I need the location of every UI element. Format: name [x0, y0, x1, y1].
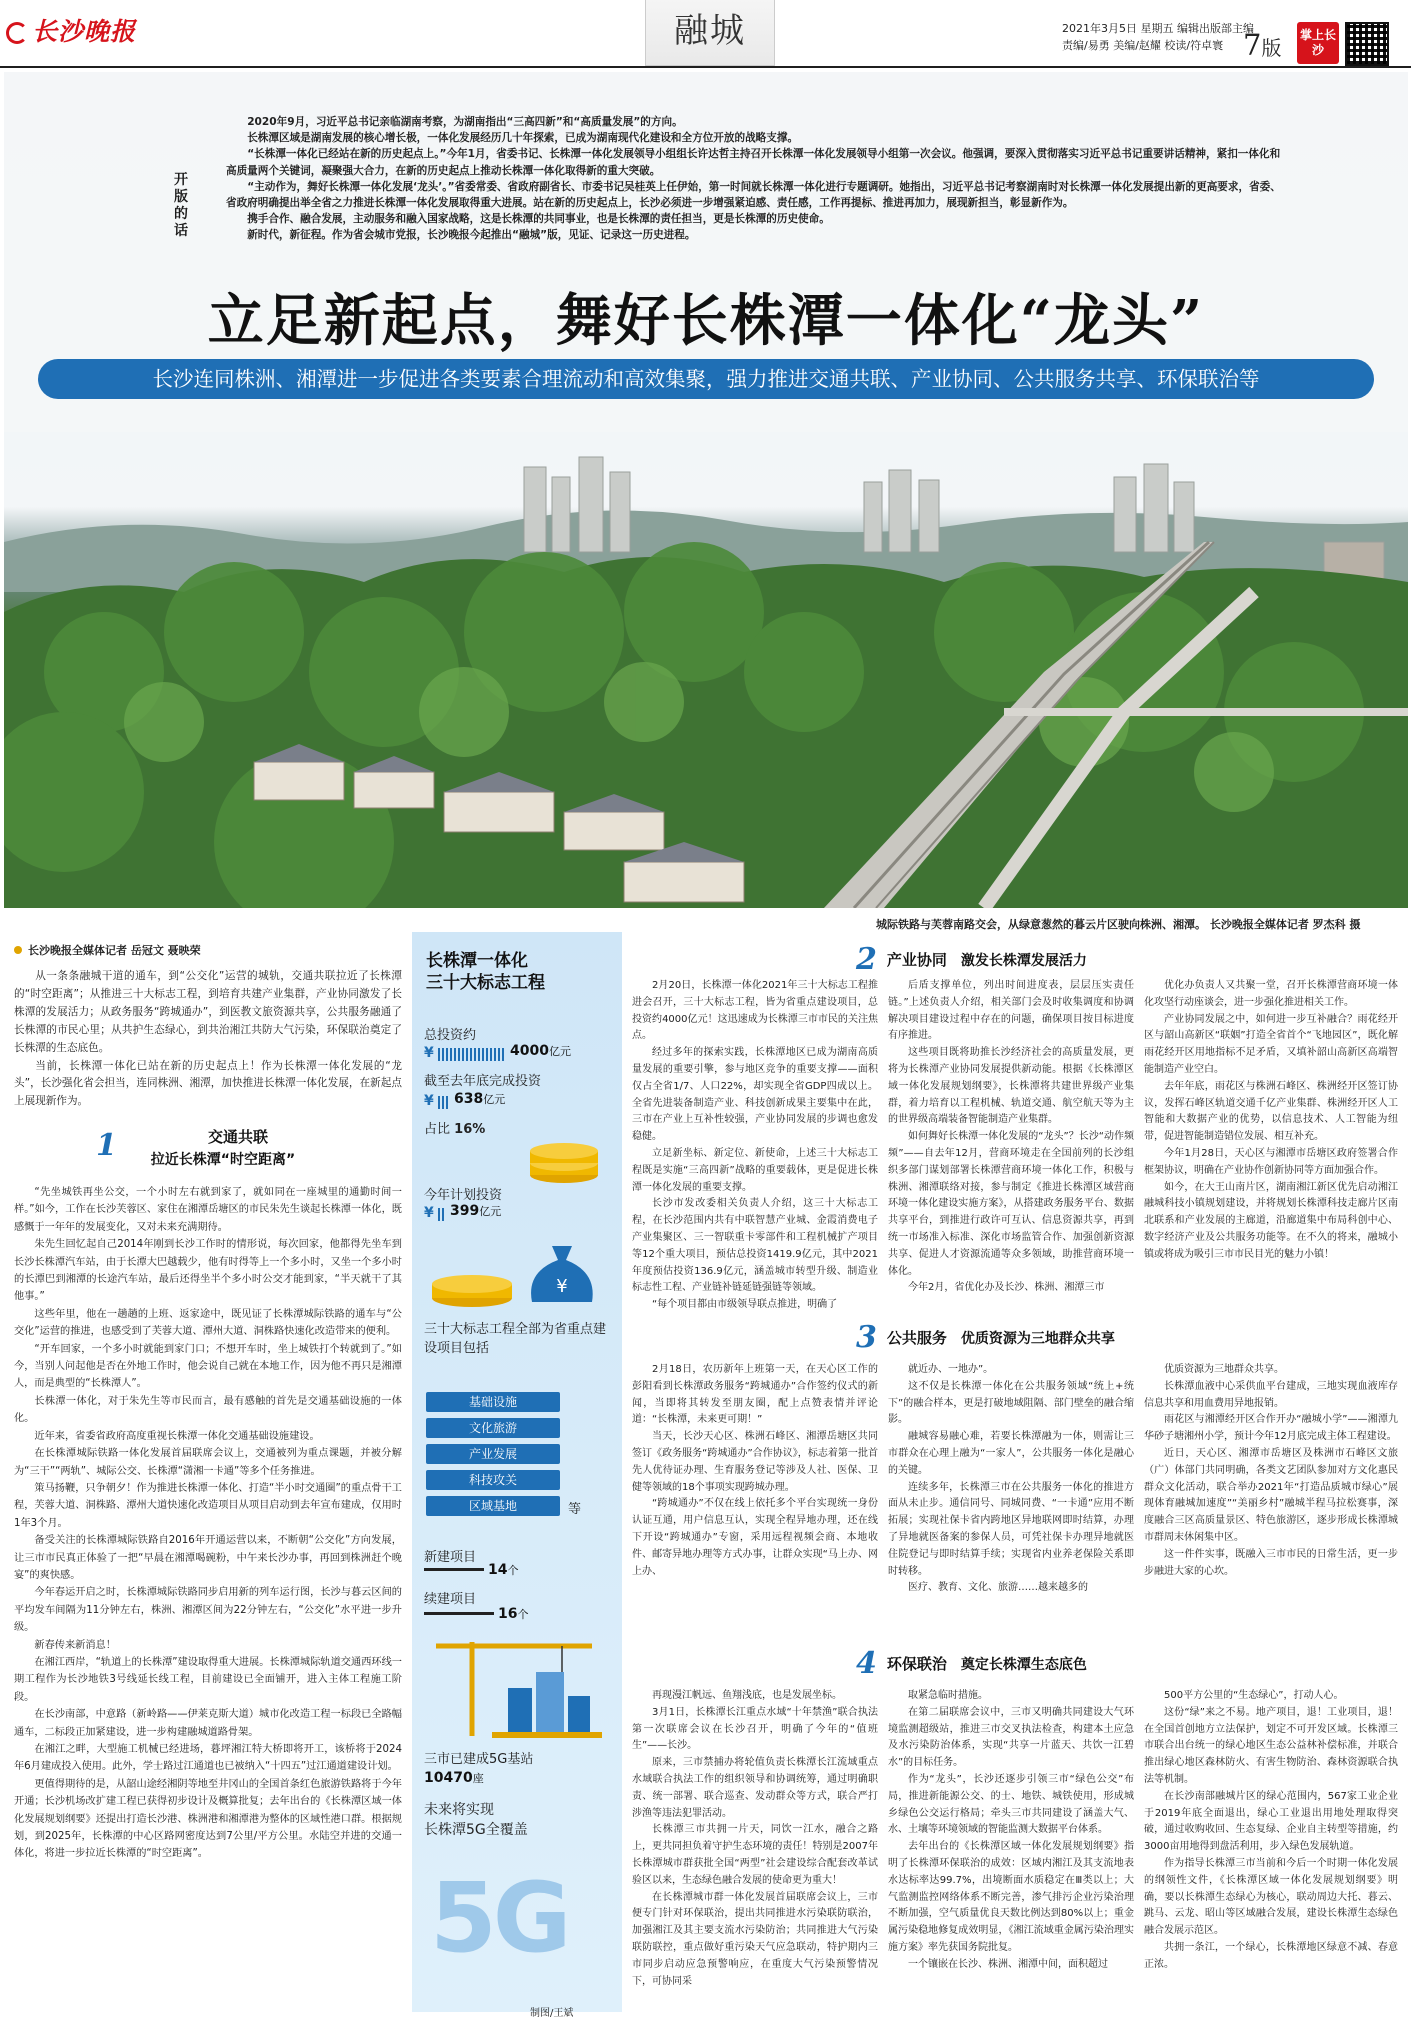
section-subtitle: 激发长株潭发展活力	[960, 952, 1087, 969]
paragraph: 产业协同发展之中，如何进一步互补融合？雨花经开区与韶山高新区“联姻”打造全省首个“飞地园区”，既化解雨花经开区用地指标不足矛盾，又填补韶山高新区高端智能制造产业空白。	[1144, 1013, 1398, 1075]
section-4-col-b	[888, 1688, 1134, 2018]
section-1-body	[14, 1184, 402, 2004]
paragraph: 这不仅是长株潭一体化在公共服务领域“统上+统下”的融合样本，更是打破地域阻隔、部门壁垒的融合缩影。	[888, 1380, 1134, 1426]
section-number: 1	[96, 1128, 117, 1163]
paragraph: 当天，长沙天心区、株洲石峰区、湘潭岳塘区共同签订《政务服务“跨城通办”合作协议》，标志着第一批首先人优待证办理、生育服务登记等涉及人社、医保、卫健等领域的18个事项实现跨城办理。	[632, 1431, 878, 1493]
section-3-head	[856, 1320, 1115, 1355]
total-invest-value: 4000亿元	[510, 1043, 571, 1059]
section-1-head	[14, 1126, 402, 1176]
app-badge[interactable]: 掌上长沙	[1297, 22, 1339, 64]
base-value: 10470座	[424, 1770, 484, 1786]
section-3-col-a	[632, 1362, 878, 1640]
done-bar	[438, 1096, 450, 1109]
masthead	[0, 0, 1411, 68]
section-subtitle: 优质资源为三地群众共享	[960, 1330, 1115, 1347]
paragraph: 这些年里，他在一趟趟的上班、返家途中，既见证了长株潭城际铁路的通车与“公交化”运营的推进，也感受到了芙蓉大道、潭州大道、洞株路快速化改造带来的便利。	[14, 1308, 402, 1338]
bullet-icon	[14, 946, 22, 954]
paragraph: 经过多年的探索实践，长株潭地区已成为湖南高质量发展的重要引擎，参与地区竞争的重要支撑——面积仅占全省1/7、人口22%，却实现全省GDP四成以上。全省先进装备制造产业、科技创新成果主要集中在此，三市在产业上互补性较强，产业协同发展的步调也愈发稳健。	[632, 1047, 878, 1143]
paragraph: 今年春运开启之时，长株潭城际铁路同步启用新的列车运行图，长沙与暮云区间的平均发车间隔为11分钟左右，株洲、湘潭区间为22分钟左右，“公交化”水平进一步升级。	[14, 1587, 402, 1634]
coins-icon	[524, 1117, 614, 1187]
section-4-head	[856, 1646, 1087, 1681]
qr-code-icon[interactable]	[1345, 22, 1389, 66]
category-pill: 基础设施	[426, 1392, 560, 1412]
section-subtitle: 拉近长株潭“时空距离”	[150, 1152, 296, 1168]
lead-paragraph: 当前，长株潭一体化已站在新的历史起点上！作为长株潭一体化发展的“龙头”，长沙强化省会担当，连同株洲、湘潭，加快推进长株潭一体化发展，在新起点上展现新作为。	[14, 1059, 402, 1108]
future-line: 长株潭5G全覆盖	[424, 1822, 528, 1838]
paragraph: 近日，天心区、湘潭市岳塘区及株洲市石峰区文旅（广）体部门共同明确，各类文艺团队参加对方文化惠民群众文化活动，联合举办2021年“打造品质城市绿心”展现体育融城加速度”“美丽乡村”融城半程马拉松赛事，深度融合三区高质量景区、特色旅游区，逐步形成长株潭城市群周末休闲集中区。	[1144, 1447, 1398, 1543]
paragraph: “开车回家，一个多小时就能到家门口；不想开车时，坐上城铁打个转就到了。”如今，当别人问起他是否在外地工作时，他会说自己就在本地工作，因为他不再只是湘潭人，而是典型的“长株潭人”。	[14, 1343, 402, 1390]
total-invest-bar	[438, 1048, 506, 1061]
paragraph: 后盾支撑单位，列出时间进度表，层层压实责任链。”上述负责人介绍，相关部门会及时收集调度和协调解决项目建设过程中存在的问题，确保项目按目标进度有序推进。	[888, 980, 1134, 1042]
key-text: 三十大标志工程全部为省重点建设项目包括	[424, 1322, 607, 1356]
section-tab	[645, 0, 775, 66]
infographic-panel	[412, 932, 622, 2012]
intro-paragraph: 新时代，新征程。作为省会城市党报，长沙晚报今起推出“融城”版，见证、记录这一历史进程。	[247, 229, 696, 242]
paragraph: “跨城通办”不仅在线上依托多个平台实现统一身份认证互通，用户信息互认，实现全程异地办理，还在线下开设“跨城通办”专窗，采用远程视频会商、本地收件、邮寄异地办理等方式办事，让群众实现“马上办、网上办、	[632, 1498, 878, 1577]
paragraph: 长沙市发改委相关负责人介绍，这三十大标志工程，在长沙范围内共有中联智慧产业城、金霞消费电子产业集聚区、三一智联重卡零部件和工程机械扩产项目等12个重大项目，预估总投资1419.9亿元，其中2021年度预估投资136.9亿元，涵盖城市转型升级、制造业标志性工程、产业链补链延链强链等领域。	[632, 1198, 878, 1294]
paragraph: 原来，三市禁捕办将轮值负责长株潭长江流域重点水域联合执法工作的组织领导和协调统筹，通过明确职责、统一部署、联合巡查、发动群众等方式，联合严打涉渔等违法犯罪活动。	[632, 1757, 878, 1819]
byline	[14, 942, 201, 958]
section-name: 融城	[674, 11, 746, 51]
yen-icon: ¥	[424, 1045, 434, 1061]
paragraph: 在长沙南部融城片区的绿心范围内，567家工业企业于2019年底全面退出，绿心工业退出用地处理取得突破，通过收购收回、生态复绿、企业自主转型等措施，约3000亩用地得到盘活利用，步入绿色发展轨道。	[1144, 1790, 1398, 1853]
paragraph: 2月18日，农历新年上班第一天，在天心区工作的彭阳看到长株潭政务服务“跨城通办”合作签约仪式的新闻，当即将其转发至朋友圈，配上点赞表情并评论道：“长株潭，未来更可期！”	[632, 1364, 878, 1426]
paragraph: 这份“绿”来之不易。地产项目，退！工业项目，退！在全国首创地方立法保护，划定不可开发区域。长株潭三市联合出台统一的绿心地区生态公益林补偿标准，并联合推出绿心地区森林防火、有害生物防治、森林资源联合执法等机制。	[1144, 1706, 1398, 1785]
base-label: 三市已建成5G基站	[424, 1752, 534, 1767]
section-4-col-c	[1144, 1688, 1398, 2018]
newspaper-logo[interactable]	[6, 12, 136, 48]
paragraph: 500平方公里的“生态绿心”，打动人心。	[1164, 1690, 1344, 1701]
plan-value: 399亿元	[450, 1203, 502, 1219]
paragraph: 再现漫江帆远、鱼翔浅底，也是发展坐标。	[652, 1690, 842, 1701]
intro-paragraph: “主动作为，舞好长株潭一体化发展‘龙头’。”省委常委、省政府副省长、市委书记吴桂英上任伊始，第一时间就长株潭一体化进行专题调研。她指出，习近平总书记考察湖南时对长株潭一体化发展提出新的更高要求，省委、省政府明确提出举全省之力推进长株潭一体化发展取得重大进展。站在新的历史起点上，长沙必须进一步增强紧迫感、责任感，工作再提标、推进再加力，展现新担当，彰显新作为。	[226, 180, 1281, 210]
main-headline: 立足新起点，舞好长株潭一体化“龙头”	[207, 288, 1205, 354]
paragraph: 医疗、教育、文化、旅游……越来越多的	[908, 1582, 1088, 1594]
lead-paragraph: 从一条条融城干道的通车，到“公交化”运营的城轨，交通共联拉近了长株潭的“时空距离”；从推进三十大标志工程，到培育共建产业集群，产业协同激发了长株潭的发展活力；从政务服务“跨城通办”，到医教文旅资源共享，公共服务融通了长株潭的市民心里；从共护生态绿心，到共治湘江共防大气污染，环保联治奠定了长株潭的生态底色。	[14, 970, 402, 1054]
category-pill: 区域基地	[426, 1496, 560, 1516]
infographic-title-line: 三十大标志工程	[426, 973, 545, 993]
paragraph: 在长沙南部，中意路（新岭路——伊莱克斯大道）城市化改造工程一标段已全路幅通车，二标段正加紧建设，进一步构建融城道路骨架。	[14, 1709, 402, 1738]
section-title: 公共服务	[886, 1329, 947, 1347]
paragraph: 如今，在大王山南片区，湖南湘江新区优先启动湘江融城科技小镇规划建设，并将规划长株潭科技走廊片区南北联系和产业发展的主廊道，沿廊道集中布局科创中心、数字经济产业及公共服务功能等。在不久的将来，融城小镇或将成为吸引三市市民目光的魅力小镇！	[1144, 1181, 1398, 1260]
category-pill: 科技攻关	[426, 1470, 560, 1490]
yen-icon: ¥	[424, 1093, 434, 1109]
paragraph: 今年1月28日，天心区与湘潭市岳塘区政府签署合作框架协议，明确在产业协作创新协同等方面加强合作。	[1144, 1147, 1398, 1176]
paragraph: 去年年底，雨花区与株洲石峰区、株洲经开区签订协议，发挥石峰区轨道交通千亿产业集群、株洲经开区人工智能和大数据产业的优势，以信息技术、人工智能为纽带，促进智能制造错位发展、相互补充。	[1144, 1080, 1398, 1143]
section-number: 4	[856, 1646, 877, 1681]
paragraph: 作为“龙头”，长沙还逐步引领三市“绿色公交”布局，推进新能源公交、的士、地铁、城铁使用，形成城乡绿色公交运行格局；牵头三市共同建设了涵盖大气、水、土壤等环境领域的智能监测大数据平台体系。	[888, 1773, 1134, 1836]
category-pill: 产业发展	[426, 1444, 560, 1464]
paragraph: 一个镶嵌在长沙、株洲、湘潭中间，面积超过	[908, 1958, 1108, 1970]
section-2-col-b	[888, 978, 1134, 1318]
paragraph: 新春传来新消息！	[34, 1639, 116, 1651]
section-4-col-a	[632, 1688, 878, 2018]
paragraph: 在湘江之畔，大型施工机械已经进场，暮坪湘江特大桥即将开工，该桥将于2024年6月建成投入使用。此外，学士路过江通道也已被纳入“十四五”过江通道建设计划。	[14, 1744, 402, 1773]
new-bar	[424, 1568, 484, 1571]
section-title: 交通共联	[207, 1128, 268, 1146]
paragraph: 在长株潭城市群一体化发展首届联席会议上，三市便专门针对环保联治，提出共同推进水污染联防联治，加强湘江及其主要支流水污染防治；共同推进大气污染联防联控，重点做好重污染天气应急联动，特护期内三市同步启动应急预警响应，在重度大气污染预警情况下，可协同采	[632, 1891, 878, 1987]
section-3-col-b	[888, 1362, 1134, 1640]
intro-paragraph: 携手合作、融合发展，主动服务和融入国家战略，这是长株潭的共同事业，也是长株潭的责任担当，更是长株潭的历史使命。	[247, 213, 830, 226]
paragraph: 今年2月，省优化办及长沙、株洲、湘潭三市	[908, 1282, 1105, 1294]
paragraph: 朱先生回忆起自己2014年刚到长沙工作时的情形说，每次回家，他都得先坐车到长沙长株潭汽车站，由于长潭大巴越载少，他有时得等上一个多小时，又坐一个多小时的长潭巴到湘潭的长途汽车站，最后还得坐半个多小时公交才能到家，“半天就干了其他事。”	[14, 1239, 402, 1303]
paragraph: 更值得期待的是，从韶山途经湘阴等地至井冈山的全国首条红色旅游铁路将于今年开通；长沙机场改扩建工程已获得初步设计及概算批复；去年出台的《长株潭区域一体化发展规划纲要》还提出打造长沙港、株洲港和湘潭港为整体的区域性港口群。根据规划，到2025年，长株潭的中心区路网密度达到7公里/平方公里。水陆空并进的交通一体化，将进一步拉近长株潭的“时空距离”。	[14, 1778, 402, 1860]
paragraph: 如何舞好长株潭一体化发展的“龙头”？长沙“动作频频”——自去年12月，营商环境走在全国前列的长沙组织多部门谋划部署长株潭营商环境一体化工作，积极与株洲、湘潭联络对接，参与制定《推进长株潭区域营商环境一体化建设实施方案》，从搭建政务服务平台、数据共享平台，到推进行政许可互认、信息资源共享，再到统一市场准入标准、深化市场监管合作、加强创新资源共享、促进人才资源流通等众多领域，助推营商环境一体化。	[888, 1131, 1134, 1277]
share-row	[424, 1118, 485, 1137]
paragraph: 雨花区与湘潭经开区合作开办“融城小学”——湘潭九华砂子塘湘州小学，预计今年12月底完成主体工程建设。	[1144, 1414, 1398, 1443]
continue-value: 16个	[498, 1606, 529, 1622]
done-label: 截至去年底完成投资	[424, 1074, 542, 1089]
paragraph: 共拥一条江，一个绿心，长株潭地区绿意不减、春意正浓。	[1144, 1941, 1398, 1970]
5g-graphic: 5G	[430, 1862, 568, 1974]
byline-text: 长沙晚报全媒体记者 岳冠文 聂映荣	[28, 944, 201, 957]
paragraph: 3月1日，长株潭长江重点水域“十年禁渔”联合执法第一次联席会议在长沙召开，明确了今年的“值班生”——长沙。	[632, 1706, 878, 1752]
edition-editors: 责编/易勇 美编/赵耀 校读/符卓寰	[1062, 39, 1224, 52]
edition-date: 2021年3月5日 星期五 编辑出版部主编	[1062, 22, 1254, 35]
edition-meta	[1062, 20, 1254, 54]
paragraph: 取紧急临时措施。	[908, 1690, 988, 1701]
section-number: 3	[856, 1320, 877, 1355]
paragraph: 近年来，省委省政府高度重视长株潭一体化交通基础设施建设。	[34, 1430, 320, 1442]
lead-text	[14, 968, 402, 1111]
section-title: 产业协同	[886, 951, 947, 969]
subheadline-bar: 长沙连同株洲、湘潭进一步促进各类要素合理流动和高效集聚，强力推进交通共联、产业协同、公共服务共享、环保联治等	[38, 359, 1374, 399]
paragraph: 优化办负责人又共聚一堂，召开长株潭营商环境一体化攻坚行动座谈会，进一步强化推进相关工作。	[1144, 980, 1398, 1008]
graphic-credit: 制图/王斌	[530, 2008, 574, 2019]
plan-label: 今年计划投资	[424, 1188, 503, 1203]
intro-paragraph: 2020年9月，习近平总书记亲临湖南考察，为湖南指出“三高四新”和“高质量发展”的方向。	[247, 116, 683, 128]
paragraph: 长株潭三市共拥一片天，同饮一江水，融合之路上，更共同担负着守护生态环境的责任！特别是2007年长株潭城市群获批全国“两型”社会建设综合配套改革试验区以来，生态绿色融合发展的使命更为重大！	[632, 1824, 878, 1886]
paragraph: 在湘江西岸，“轨道上的长株潭”建设取得重大进展。长株潭城际轨道交通西环线一期工程作为长沙地铁3号线延长线工程，目前建设已全面铺开，进入主体工程施工阶段。	[14, 1656, 402, 1703]
category-suffix: 等	[568, 1502, 582, 1517]
continue-label: 续建项目	[424, 1592, 477, 1607]
page-number-value: 7	[1243, 28, 1262, 62]
new-label: 新建项目	[424, 1550, 477, 1565]
paragraph: 立足新坐标、新定位、新使命，上述三十大标志工程既是实施“三高四新”战略的重要载体，更是促进长株潭一体化发展的重要支撑。	[632, 1147, 878, 1193]
infographic-title	[426, 950, 545, 994]
logo-icon	[6, 22, 28, 44]
paragraph: 就近办、一地办”。	[908, 1364, 994, 1375]
future-text	[424, 1800, 528, 1840]
page-number-unit: 版	[1261, 36, 1282, 60]
paragraph: 这些项目既将助推长沙经济社会的高质量发展，更将为长株潭产业协同发展提供新动能。根据《长株潭区域一体化发展规划纲要》，长株潭将共建世界级产业集群，着力培育以工程机械、轨道交通、航空航天等为主的世界级高端装备智能制造产业集群。	[888, 1047, 1134, 1126]
new-value: 14个	[488, 1562, 519, 1578]
paragraph: 优质资源为三地群众共享。	[1164, 1364, 1284, 1375]
paragraph: 2月20日，长株潭一体化2021年三十大标志工程推进会召开，三十大标志工程，皆为省重点建设项目，总投资约4000亿元！这迅速成为长株潭三市市民的关注焦点。	[632, 980, 878, 1042]
section-title: 环保联治	[886, 1655, 947, 1673]
intro-text	[226, 114, 1286, 244]
paragraph: 长株潭一体化，对于朱先生等市民而言，最有感触的首先是交通基础设施的一体化。	[14, 1395, 402, 1425]
paragraph: 融城容易融心难，若要长株潭融为一体，则需让三市群众在心理上融为“一家人”，公共服务一体化是融心的关键。	[888, 1431, 1134, 1476]
done-value: 638亿元	[454, 1091, 506, 1107]
paragraph: 这一件件实事，既融入三市市民的日常生活，更一步步融进大家的心坎。	[1144, 1548, 1398, 1577]
paragraph: “先坐城铁再坐公交，一个小时左右就到家了，就如同在一座城里的通勤时间一样。”如今，工作在长沙芙蓉区、家住在湘潭岳塘区的市民朱先生谈起长株潭一体化，既感慨于一年年的发展变化，又对未来充满期待。	[14, 1187, 402, 1233]
section-2-col-a	[632, 978, 878, 1318]
share-label: 占比	[424, 1122, 451, 1137]
svg-text:¥: ¥	[556, 1276, 568, 1297]
share-value: 16%	[454, 1122, 486, 1137]
category-pill: 文化旅游	[426, 1418, 560, 1438]
paragraph: 去年出台的《长株潭区域一体化发展规划纲要》指明了长株潭环保联治的成效：区域内湘江及其支流地表水达标率达99.7%，出境断面水质稳定在Ⅲ类以上；大气监测监控网络体系不断完善，渗气排污企业污染治理不断加强，空气质量优良天数比例达到80%以上；重金属污染稳地修复成效明显，《湘江流域重金属污染治理实施方案》率先获国务院批复。	[888, 1841, 1134, 1953]
paragraph: 在第二届联席会议中，三市又明确共同建设大气环境监测超级站，推进三市交叉执法检查，构建本土应急及水污染防治体系，实现“共享一片蓝天、共饮一江碧水”的目标任务。	[888, 1706, 1134, 1769]
section-number: 2	[856, 942, 877, 977]
yen-icon: ¥	[424, 1205, 434, 1221]
paragraph: 策马扬鞭，只争朝夕！作为推进长株潭一体化、打造“半小时交通圈”的重点骨干工程，芙蓉大道、洞株路、潭州大道快速化改造项目从项目启动到去年宣布建成，仅用时1年3个月。	[14, 1482, 402, 1529]
paragraph: 在长株潭城际铁路一体化发展首届联席会议上，交通被列为重点课题，并被分解为“三干”“两轨”、城际公交、长株潭“潇湘一卡通”等多个任务推进。	[14, 1448, 402, 1477]
infographic-title-line: 长株潭一体化	[426, 951, 528, 971]
section-2-col-c	[1144, 978, 1398, 1338]
hero-photo	[4, 72, 1408, 908]
total-invest-label: 总投资约	[424, 1028, 477, 1043]
continue-bar	[424, 1612, 494, 1615]
page-number	[1243, 28, 1281, 62]
intro-paragraph: 长株潭区域是湖南发展的核心增长极，一体化发展经历几十年探索，已成为湖南现代化建设和全方位开放的战略支撑。	[247, 132, 799, 145]
section-subtitle: 奠定长株潭生态底色	[960, 1656, 1087, 1673]
paragraph: 备受关注的长株潭城际铁路自2016年开通运营以来，不断朝“公交化”方向发展，让三市市民真正体验了一把“早晨在湘潭喝碗粉，中午来长沙办事，再回到株洲赶个晚宴”的爽快感。	[14, 1535, 402, 1581]
future-line: 未来将实现	[424, 1802, 494, 1818]
paragraph: 作为指导长株潭三市当前和今后一个时期一体化发展的纲领性文件，《长株潭区域一体化发展规划纲要》明确，要以长株潭生态绿心为核心，联动周边大托、暮云、跳马、云龙、昭山等区域融合发展，建设长株潭生态绿色融合发展示范区。	[1144, 1857, 1398, 1937]
construction-crane-icon	[422, 1632, 612, 1742]
paragraph: 长株潭血液中心采供血平台建成，三地实现血液库存信息共享和用血费用异地报销。	[1144, 1380, 1398, 1409]
logo-text: 长沙晚报	[32, 17, 137, 46]
intro-paragraph: “长株潭一体化已经站在新的历史起点上。”今年1月，省委书记、长株潭一体化发展领导小组组长许达哲主持召开长株潭一体化发展领导小组第一次会议。他强调，要深入贯彻落实习近平总书记重要讲话精神，紧扣一体化和高质量两个关键词，凝聚强大合力，在新的历史起点上推动长株潭一体化取得新的重大突破。	[226, 148, 1281, 177]
intro-label: 开版的话	[174, 172, 188, 239]
photo-caption: 城际铁路与芙蓉南路交会，从绿意葱然的暮云片区驶向株洲、湘潭。 长沙晚报全媒体记者 罗杰科 摄	[876, 918, 1361, 931]
paragraph: “每个项目都由市级领导联点推进，明确了	[652, 1299, 838, 1311]
section-3-col-c	[1144, 1362, 1398, 1640]
plan-bar	[438, 1208, 446, 1221]
money-bag-icon	[422, 1232, 612, 1312]
section-2-head	[856, 942, 1087, 977]
paragraph: 连续多年，长株潭三市在公共服务一体化的推进方面从未止步。通信同号、同城同费、“一卡通”应用不断拓展；实现社保卡省内跨地区异地联网即时结算，办理了异地就医备案的参保人员，可凭社保卡办理异地就医住院登记与即时结算手续；实现省内业养老保险关系即时转移。	[888, 1481, 1134, 1577]
